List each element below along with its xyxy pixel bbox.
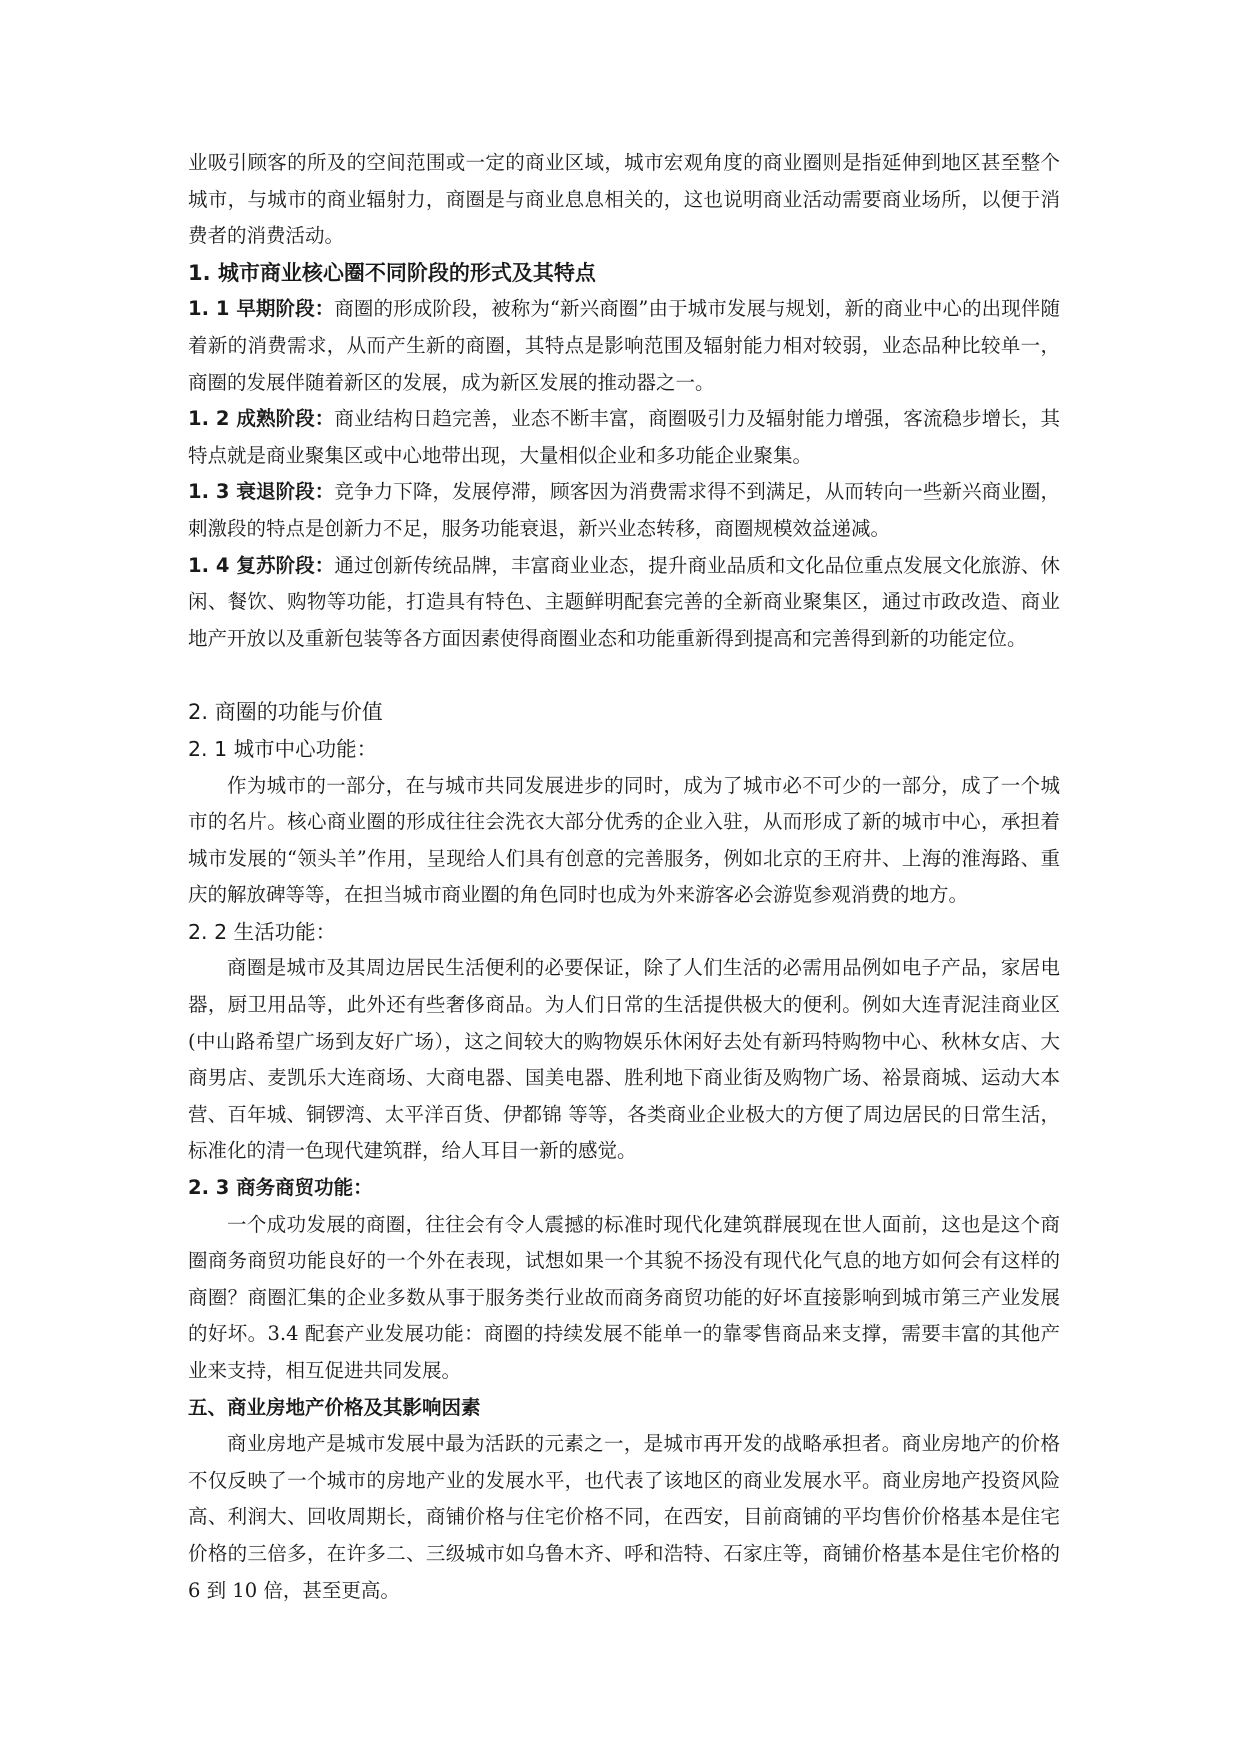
stage-decline-label: 1. 3 衰退阶段： — [188, 480, 335, 504]
stage-mature-text: 商业结构日趋完善，业态不断丰富，商圈吸引力及辐射能力增强，客流稳步增长，其特点就是商业聚集区或中心地带出现，大量相似企业和多功能企业聚集。 — [188, 407, 1060, 467]
stage-mature — [188, 401, 1060, 474]
business-paragraph: 一个成功发展的商圈，往往会有令人震撼的标准时现代化建筑群展现在世人面前，这也是这个商圈商务商贸功能良好的一个外在表现，试想如果一个其貌不扬没有现代化气息的地方如何会有这样的商圈？商圈汇集的企业多数从事于服务类行业故而商务商贸功能的好坏直接影响到城市第三产业发展的好坏。3.4 配套产业发展功能：商圈的持续发展不能单一的靠零售商品来支撑，需要丰富的其他产业来支持，相互促进共同发展。 — [188, 1212, 1060, 1382]
stage-early — [188, 291, 1060, 401]
stage-decline-text: 竞争力下降，发展停滞，顾客因为消费需求得不到满足，从而转向一些新兴商业圈，刺激段的特点是创新力不足，服务功能衰退，新兴业态转移，商圈规模效益递减。 — [188, 480, 1060, 540]
living-paragraph: 商圈是城市及其周边居民生活便利的必要保证，除了人们生活的必需用品例如电子产品，家居电器，厨卫用品等，此外还有些奢侈商品。为人们日常的生活提供极大的便利。例如大连青泥洼商业区(中山路希望广场到友好广场），这之间较大的购物娱乐休闲好去处有新玛特购物中心、秋林女店、大商男店、麦凯乐大连商场、大商电器、国美电器、胜利地下商业街及购物广场、裕景商城、运动大本营、百年城、铜锣湾、太平洋百货、伊都锦 等等，各类商业企业极大的方便了周边居民的日常生活，标准化的清一色现代建筑群，给人耳目一新的感觉。 — [188, 956, 1060, 1163]
living-heading: 2. 2 生活功能： — [188, 919, 337, 944]
stage-revival-text: 通过创新传统品牌，丰富商业业态，提升商业品质和文化品位重点发展文化旅游、休闲、餐饮、购物等功能，打造具有特色、主题鲜明配套完善的全新商业聚集区，通过市政改造、商业地产开放以及重新包装等各方面因素使得商圈业态和功能重新得到提高和完善得到新的功能定位。 — [188, 553, 1060, 650]
section5-heading: 五、商业房地产价格及其影响因素 — [188, 1395, 481, 1419]
stage-early-label: 1. 1 早期阶段： — [188, 297, 335, 321]
section1-heading: 1. 城市商业核心圈不同阶段的形式及其特点 — [188, 260, 596, 285]
city-center-heading: 2. 1 城市中心功能： — [188, 736, 378, 761]
stage-revival-label: 1. 4 复苏阶段： — [188, 553, 335, 577]
stage-decline — [188, 474, 1060, 547]
document-page — [188, 145, 1060, 1609]
stage-revival — [188, 548, 1060, 658]
section5-paragraph: 商业房地产是城市发展中最为活跃的元素之一，是城市再开发的战略承担者。商业房地产的价格不仅反映了一个城市的房地产业的发展水平，也代表了该地区的商业发展水平。商业房地产投资风险高、利润大、回收周期长，商铺价格与住宅价格不同，在西安，目前商铺的平均售价价格基本是住宅价格的三倍多，在许多二、三级城市如乌鲁木齐、呼和浩特、石家庄等，商铺价格基本是住宅价格的 6 到 10 倍，甚至更高。 — [188, 1432, 1060, 1602]
city-center-paragraph: 作为城市的一部分，在与城市共同发展进步的同时，成为了城市必不可少的一部分，成了一个城市的名片。核心商业圈的形成往往会洗衣大部分优秀的企业入驻，从而形成了新的城市中心，承担着城市发展的“领头羊”作用，呈现给人们具有创意的完善服务，例如北京的王府井、上海的淮海路、重庆的解放碑等等，在担当城市商业圈的角色同时也成为外来游客必会游览参观消费的地方。 — [188, 773, 1060, 907]
section-spacer — [188, 657, 1060, 694]
stage-early-text: 商圈的形成阶段，被称为“新兴商圈”由于城市发展与规划，新的商业中心的出现伴随着新的消费需求，从而产生新的商圈，其特点是影响范围及辐射能力相对较弱，业态品种比较单一，商圈的发展伴随着新区的发展，成为新区发展的推动器之一。 — [188, 297, 1060, 394]
business-heading: 2. 3 商务商贸功能： — [188, 1176, 373, 1200]
stage-mature-label: 1. 2 成熟阶段： — [188, 407, 335, 431]
section2-heading: 2. 商圈的功能与价值 — [188, 700, 383, 725]
intro-paragraph: 业吸引顾客的所及的空间范围或一定的商业区域，城市宏观角度的商业圈则是指延伸到地区甚至整个城市，与城市的商业辐射力，商圈是与商业息息相关的，这也说明商业活动需要商业场所，以便于消费者的消费活动。 — [188, 151, 1060, 248]
